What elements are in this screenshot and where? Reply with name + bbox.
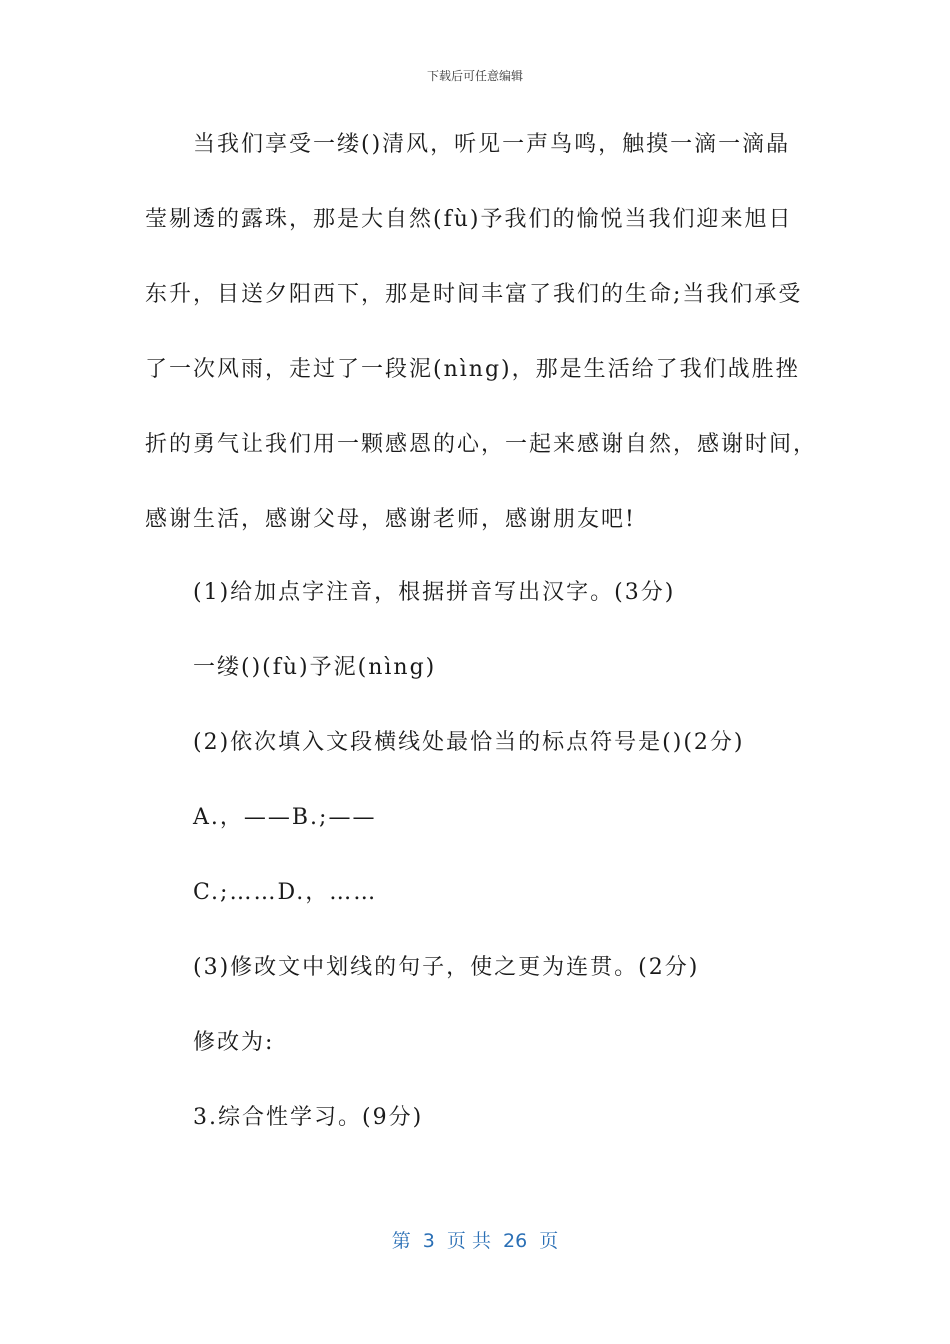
question-3-answer-label: 修改为: — [193, 1030, 275, 1055]
page-header: 下载后可任意编辑 — [426, 69, 523, 83]
question-2: (2)依次填入文段横线处最恰当的标点符号是()(2分) — [193, 730, 745, 755]
question-3: (3)修改文中划线的句子，使之更为连贯。(2分) — [193, 955, 700, 980]
paragraph-line-3: 东升，目送夕阳西下，那是时间丰富了我们的生命;当我们承受 — [145, 282, 803, 307]
paragraph-line-2: 莹剔透的露珠，那是大自然(fù)予我们的愉悦当我们迎来旭日 — [145, 207, 793, 232]
section-3-heading: 3.综合性学习。(9分) — [193, 1105, 424, 1130]
question-2-options-cd: C.;……D.，…… — [193, 880, 378, 905]
paragraph-line-6: 感谢生活，感谢父母，感谢老师，感谢朋友吧! — [145, 507, 636, 532]
paragraph-line-5: 折的勇气让我们用一颗感恩的心，一起来感谢自然，感谢时间， — [145, 432, 818, 457]
paragraph-line-4: 了一次风雨，走过了一段泥(nìng)，那是生活给了我们战胜挫 — [145, 357, 800, 382]
question-1-items: 一缕()(fù)予泥(nìng) — [193, 655, 437, 680]
paragraph-line-1: 当我们享受一缕()清风，听见一声鸟鸣，触摸一滴一滴晶 — [193, 132, 791, 157]
page-number-footer: 第 3 页 共 26 页 — [391, 1230, 559, 1252]
question-1: (1)给加点字注音，根据拼音写出汉字。(3分) — [193, 580, 676, 605]
question-2-options-ab: A.，——B.;—— — [193, 805, 377, 830]
